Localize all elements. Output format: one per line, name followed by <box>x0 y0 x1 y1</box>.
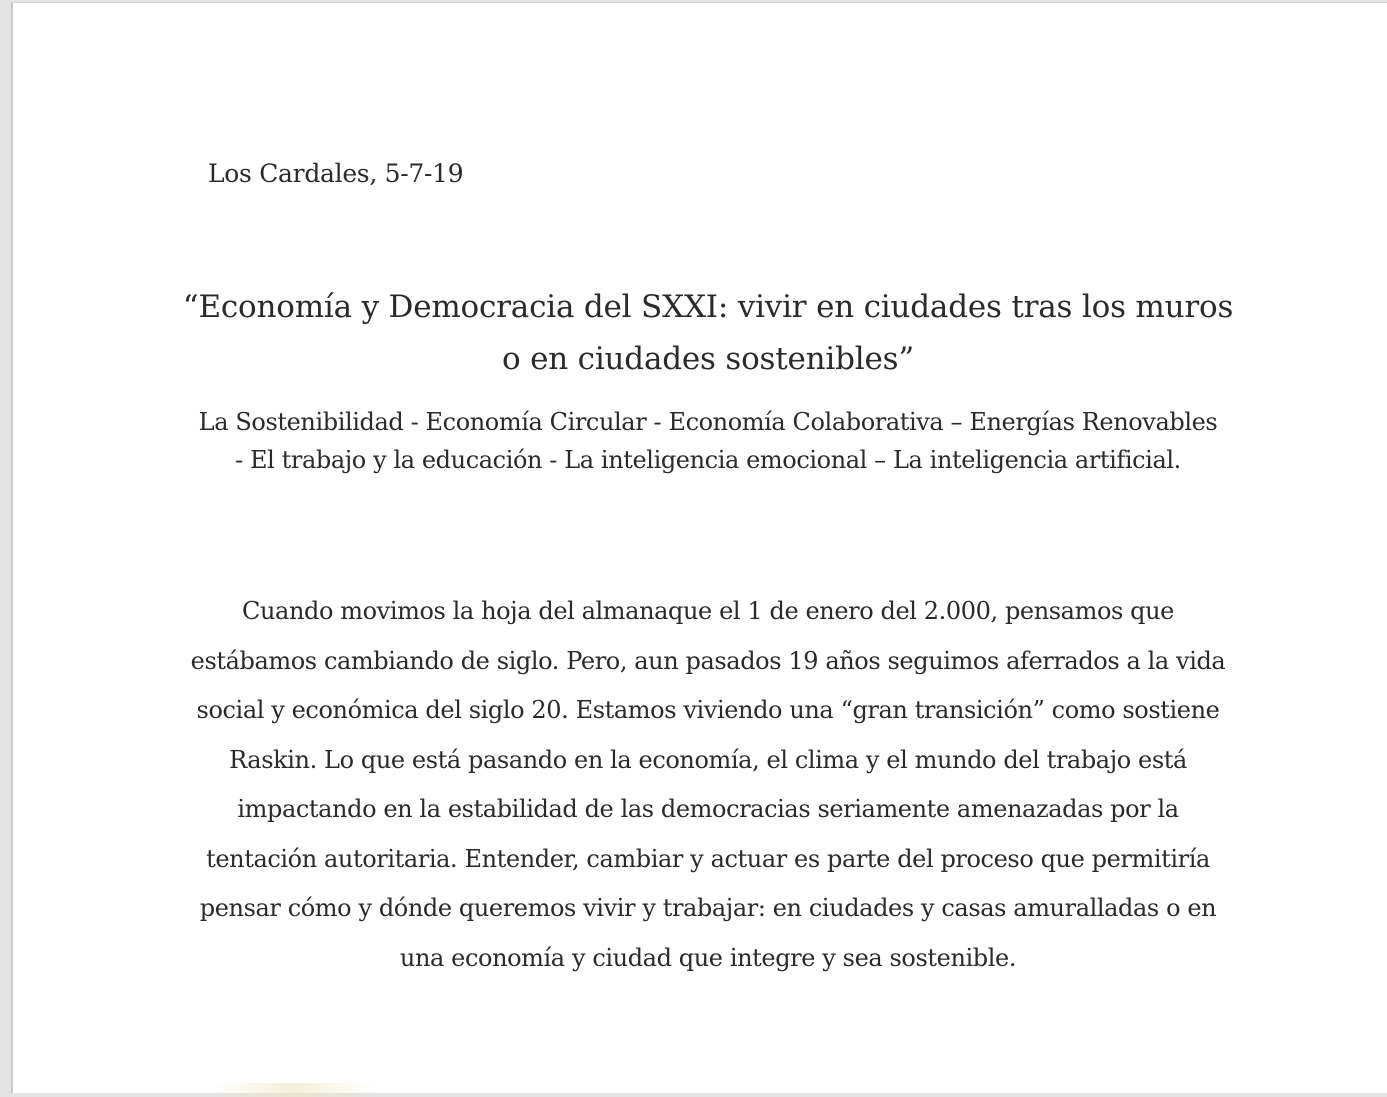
date-line: Los Cardales, 5-7-19 <box>208 159 464 188</box>
document-title: “Economía y Democracia del SXXI: vivir en ciudades tras los muros o en ciudades sostenibles” <box>182 289 1234 377</box>
document-subtitle: La Sostenibilidad - Economía Circular - Economía Colaborativa – Energías Renovables - El trabajo y la educación - La inteligencia emocional – La inteligencia artificial. <box>198 408 1218 474</box>
body-paragraph: Cuando movimos la hoja del almanaque el 1 de enero del 2.000, pensamos que estábamos cambiando de siglo. Pero, aun pasados 19 años seguimos aferrados a la vida social y económica del siglo 20. Estamos viviendo una “gran transición” como sostiene Raskin. Lo que está pasando en la economía, el clima y el mundo del trabajo está impactando en la estabilidad de las democracias seriamente amenazadas por la tentación autoritaria. Entender, cambiar y actuar es parte del proceso que permitiría pensar cómo y dónde queremos vivir y trabajar: en ciudades y casas amuralladas o en una economía y ciudad que integre y sea sostenible. <box>190 597 1226 972</box>
scan-smudge <box>213 1083 373 1097</box>
document-page <box>11 2 1387 1093</box>
